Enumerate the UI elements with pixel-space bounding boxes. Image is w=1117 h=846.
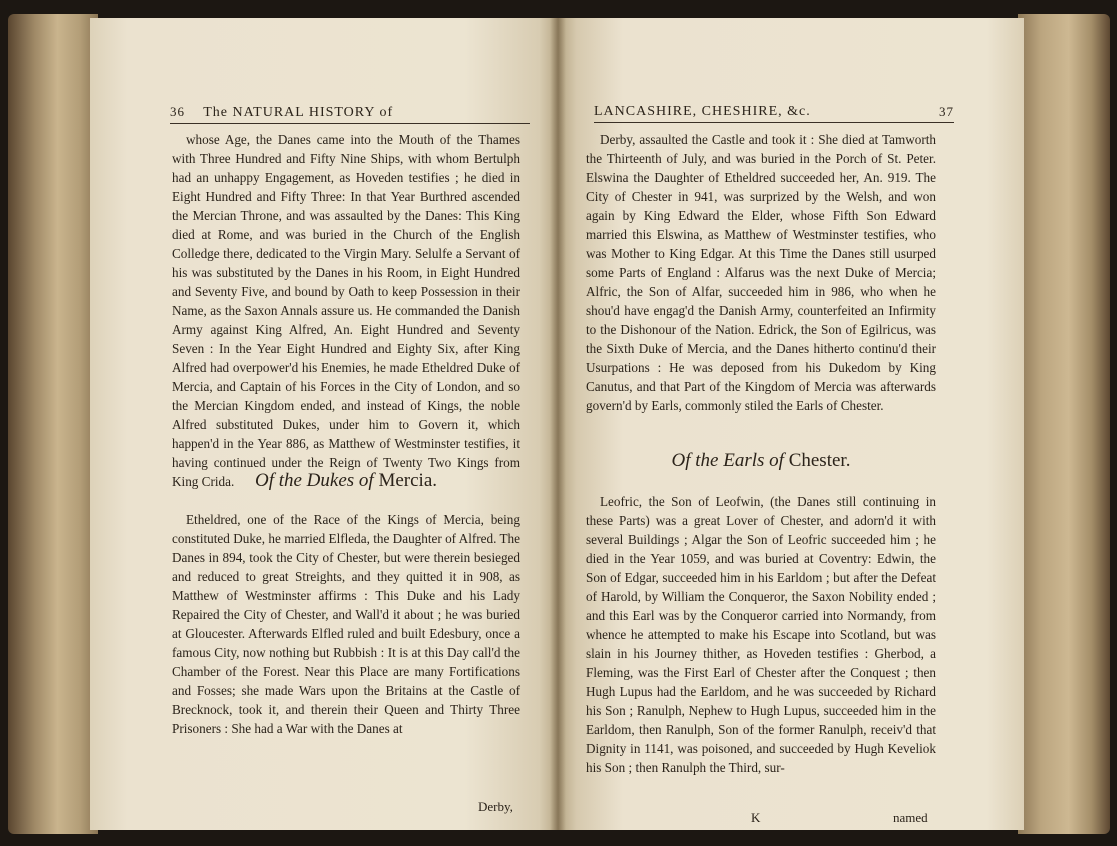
left-page-number: 36 [170, 104, 185, 119]
right-page-edges [1018, 14, 1110, 834]
right-body-text [586, 130, 936, 415]
section-heading-dukes [172, 470, 520, 492]
section-prefix-right: Of the Earls of [671, 450, 784, 471]
signature-mark: K [751, 810, 761, 825]
right-paragraph-2: Leofric, the Son of Leofwin, (the Danes still continuing in these Parts) was a great Lover of Chester, and adorn'd it with several Buildings ; Algar the Son of Leofric succeeded him ; he died in the Year 1059, and was buried at Coventry: Edwin, the Son of Edgar, succeeded him in his Earldom ; but after the Defeat of Harold, by William the Conqueror, the Saxon Nobility ended ; and this Earl was by the Conqueror carried into Normandy, from whence he attempted to make his Escape into Scotland, but was slain in his Journey thither, as Hoveden testifies : Gherbod, a Fleming, was the First Earl of Chester after the Conquest ; then Hugh Lupus had the Earldom, and he was succeeded by Richard his Son ; Ranulph, Nephew to Hugh Lupus, succeeded him in the Earldom, then Ranulph, Son of the former Ranulph, receiv'd that Dignity in 1141, was poisoned, and succeeded by Hugh Keveliok his Son ; then Ranulph the Third, sur- [586, 494, 936, 775]
left-head-title: The NATURAL HISTORY of [203, 105, 394, 120]
right-page [558, 18, 1024, 830]
right-body-text-2 [586, 492, 936, 777]
left-running-head [170, 104, 530, 124]
left-body-text [172, 130, 520, 491]
left-page [90, 18, 558, 830]
book-gutter [550, 18, 566, 830]
right-page-number: 37 [939, 104, 954, 119]
right-head-title: LANCASHIRE, CHESHIRE, &c. [594, 104, 811, 119]
left-body-text-2 [172, 510, 520, 738]
section-name-right: Chester. [788, 450, 851, 471]
left-catchword: Derby, [478, 799, 513, 814]
right-paragraph-1: Derby, assaulted the Castle and took it : She died at Tamworth the Thirteenth of July, and was buried in the Porch of St. Peter. Elswina the Daughter of Etheldred succeeded her, An. 919. The City of Chester in 941, was surprized by the Welsh, and won again by King Edward the Elder, whose Fifth Son Edward married this Elswina, as Matthew of Westminster testifies, who was Mother to King Edgar. At this Time the Danes still usurped some Parts of England : Alfarus was the next Duke of Mercia; Alfric, the Son of Alfar, succeeded him in 986, who when he shou'd have engag'd the Danish Army, counterfeited an Infirmity to the Dishonour of the Nation. Edrick, the Son of Egilricus, was the Sixth Duke of Mercia, and the Danes hitherto continu'd their Usurpations : He was deposed from his Dukedom by King Canutus, and that Part of the Kingdom of Mercia was afterwards govern'd by Earls, commonly stiled the Earls of Chester. [586, 132, 936, 413]
section-name: Mercia. [378, 470, 438, 491]
right-catchword: named [893, 810, 928, 825]
left-paragraph-2: Etheldred, one of the Race of the Kings of Mercia, being constituted Duke, he married Elfleda, the Daughter of Alfred. The Danes in 894, took the City of Chester, but were therein besieged and reduced to great Streights, and they quitted it in 908, as Matthew of Westminster affirms : This Duke and his Lady Repaired the City of Chester, and Wall'd it about ; he was buried at Gloucester. Afterwards Elfled ruled and built Edesbury, once a famous City, now nothing but Rubbish : It is at this Day call'd the Chamber of the Forest. Near this Place are many Fortifications and Fosses; she made Wars upon the Britains at the Castle of Brecknock, took it, and therein their Queen and Thirty Three Prisoners : She had a War with the Danes at [172, 512, 520, 736]
section-prefix: Of the Dukes of [254, 470, 374, 491]
right-running-head [594, 104, 954, 123]
left-page-edges [8, 14, 98, 834]
section-heading-earls [586, 450, 936, 472]
left-paragraph-1: whose Age, the Danes came into the Mouth of the Thames with Three Hundred and Fifty Nine Ships, with whom Bertulph had an unhappy Engagement, as Hoveden testifies ; he died in Eight Hundred and Fifty Three: In that Year Burthred ascended the Mercian Throne, and was assaulted by the Danes: This King died at Rome, and was buried in the Church of the English Colledge there, dedicated to the Virgin Mary. Selulfe a Servant of his was substituted by the Danes in his Room, in Eight Hundred and Seventy Five, and bound by Oath to keep Possession in their Name, as the Saxon Annals assure us. He commanded the Danish Army against King Alfred, An. Eight Hundred and Seventy Seven : In the Year Eight Hundred and Eighty Six, after King Alfred had overpower'd his Enemies, he made Etheldred Duke of Mercia, and Captain of his Forces in the City of London, and so the Mercian Kingdom ended, and instead of Kings, the noble Alfred substituted Dukes, under him to Govern it, which happen'd in the Year 886, as Matthew of Westminster testifies, it having continued under the Reign of Twenty Two Kings from King Crida. [172, 132, 520, 489]
